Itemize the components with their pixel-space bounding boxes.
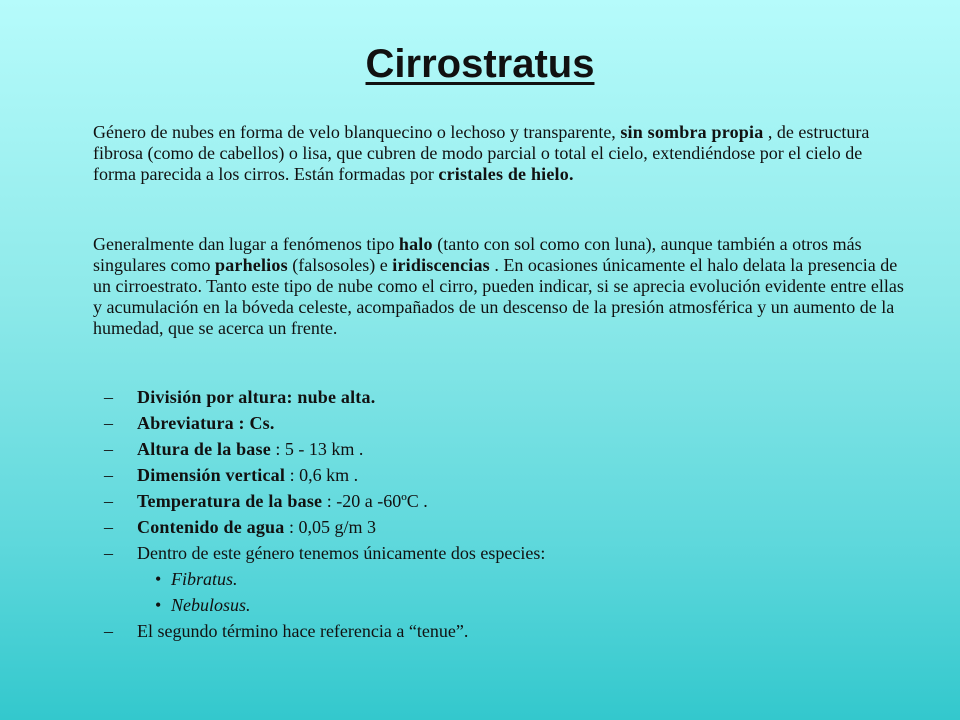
- text: , de estructura fibrosa (como de cabellos) o lisa, que cubren de modo parcial o total el cielo, extendiéndose por el cielo de forma parecida a los cirros. Están formadas por: [93, 122, 870, 184]
- fibratus-text: Fibratus.: [171, 569, 238, 589]
- dimension-value: : 0,6 km .: [285, 465, 359, 485]
- list-item-division: [104, 386, 904, 412]
- list-item-agua: [104, 516, 904, 542]
- intro-paragraph: [93, 122, 908, 185]
- list-item-abreviatura: [104, 412, 904, 438]
- bold-term: iridiscencias: [392, 255, 490, 275]
- text: Género de nubes en forma de velo blanquecino o lechoso y transparente,: [93, 122, 621, 142]
- properties-list: [104, 386, 904, 646]
- page-title: Cirrostratus: [365, 42, 595, 86]
- list-item-altura: [104, 438, 904, 464]
- list-item-temperatura: [104, 490, 904, 516]
- altura-label: Altura de la base: [137, 439, 271, 459]
- tenue-text: El segundo término hace referencia a “tenue”.: [137, 621, 469, 641]
- text: Generalmente dan lugar a fenómenos tipo: [93, 234, 399, 254]
- bold-term: sin sombra propia: [620, 122, 764, 142]
- temperatura-value: : -20 a -60ºC .: [322, 491, 428, 511]
- bold-term: parhelios: [214, 255, 288, 275]
- division-text: División por altura: nube alta.: [137, 387, 376, 407]
- bold-term: halo: [398, 234, 433, 254]
- text: . En ocasiones únicamente el halo delata la presencia de un cirroestrato. Tanto este tipo de nube como el cirro, pueden indicar, si se aprecia evolución evidente entre ellas y acumulación en la bóveda celeste, acompañados de un descenso de la presión atmosférica y un aumento de la humedad, que se acerca un frente.: [93, 255, 904, 338]
- list-item-tenue: [104, 620, 904, 646]
- dimension-label: Dimensión vertical: [137, 465, 286, 485]
- nebulosus-text: Nebulosus.: [171, 595, 251, 615]
- abreviatura-text: Abreviatura : Cs.: [137, 413, 275, 433]
- list-item-especies: [104, 542, 904, 568]
- list-item-dimension: [104, 464, 904, 490]
- sublist-item-fibratus: [104, 568, 904, 594]
- bold-term: cristales de hielo: [438, 164, 569, 184]
- text: (tanto con sol como con luna), aunque también a otros más singulares como: [93, 234, 862, 275]
- text: .: [568, 164, 574, 184]
- altura-value: : 5 - 13 km .: [270, 439, 364, 459]
- temperatura-label: Temperatura de la base: [137, 491, 323, 511]
- agua-value: : 0,05 g/m 3: [284, 517, 376, 537]
- sublist-item-nebulosus: [104, 594, 904, 620]
- phenomena-paragraph: [93, 234, 908, 339]
- agua-label: Contenido de agua: [137, 517, 285, 537]
- especies-text: Dentro de este género tenemos únicamente dos especies:: [137, 543, 546, 563]
- text: (falsosoles) e: [287, 255, 393, 275]
